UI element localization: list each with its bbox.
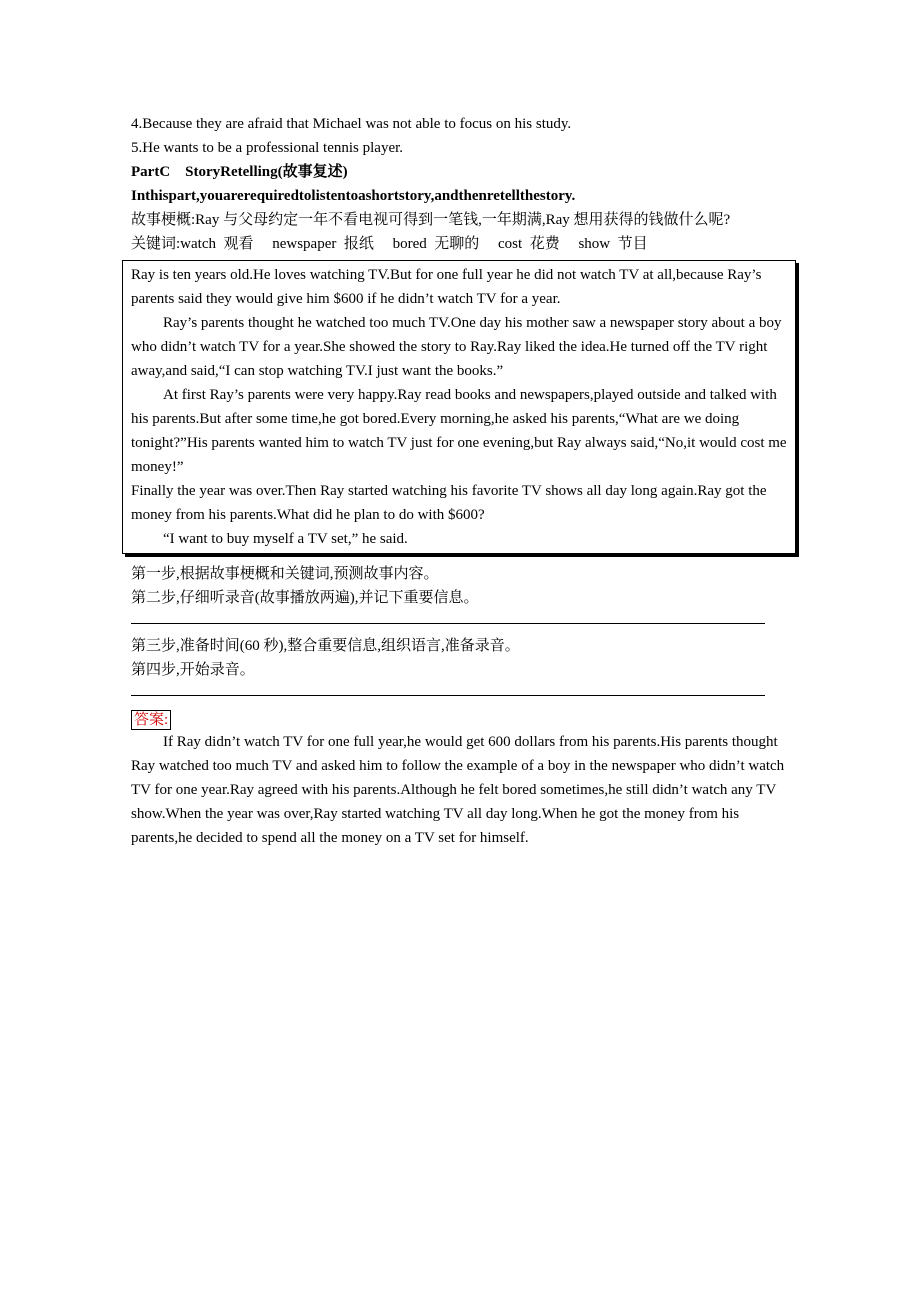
step-3: 第三步,准备时间(60 秒),整合重要信息,组织语言,准备录音。 — [131, 638, 520, 654]
part-c-heading: PartC StoryRetelling(故事复述) — [131, 164, 348, 180]
story-paragraph-5: “I want to buy myself a TV set,” he said. — [163, 531, 408, 547]
story-outline: 故事梗概:Ray 与父母约定一年不看电视可得到一笔钱,一年期满,Ray 想用获得的钱做什么呢? — [131, 212, 731, 228]
story-paragraph-2: Ray’s parents thought he watched too much TV.One day his mother saw a newspaper story about a boy who didn’t watch TV for a year.She showed the story to Ray.Ray liked the idea.He turned off the TV right away,and said,“I can stop watching TV.I just want the books.” — [131, 315, 782, 379]
notes-writing-line — [131, 622, 765, 624]
answer-line-4: 4.Because they are afraid that Michael was not able to focus on his study. — [131, 116, 572, 132]
story-text-box — [122, 260, 796, 554]
document-page — [131, 112, 791, 850]
story-paragraph-3: At first Ray’s parents were very happy.Ray read books and newspapers,played outside and talked with his parents.But after some time,he got bored.Every morning,he asked his parents,“What are we doing tonight?”His parents wanted him to watch TV just for one evening,but Ray always said,“No,it would cost me money!” — [131, 387, 787, 475]
story-paragraph-1: Ray is ten years old.He loves watching TV.But for one full year he did not watch TV at all,because Ray’s parents said they would give him $600 if he didn’t watch TV for a year. — [131, 267, 762, 307]
step-4: 第四步,开始录音。 — [131, 662, 255, 678]
recording-writing-line — [131, 694, 765, 696]
answer-label: 答案: — [131, 710, 171, 730]
answer-line-5: 5.He wants to be a professional tennis player. — [131, 140, 404, 156]
answer-section — [131, 706, 791, 850]
story-paragraph-4: Finally the year was over.Then Ray started watching his favorite TV shows all day long again.Ray got the money from his parents.What did he plan to do with $600? — [131, 483, 767, 523]
part-c-instruction: Inthispart,youarerequiredtolistentoashortstory,andthenretellthestory. — [131, 188, 576, 204]
story-keywords: 关键词:watch 观看 newspaper 报纸 bored 无聊的 cost 花费 show 节目 — [131, 236, 648, 252]
answer-text: If Ray didn’t watch TV for one full year,he would get 600 dollars from his parents.His parents thought Ray watched too much TV and asked him to follow the example of a boy in the newspaper who didn’t watch TV for one year.Ray agreed with his parents.Although he felt bored sometimes,he still didn’t watch any TV show.When the year was over,Ray started watching TV all day long.When he got the money from his parents,he decided to spend all the money on a TV set for himself. — [131, 734, 785, 846]
step-1: 第一步,根据故事梗概和关键词,预测故事内容。 — [131, 566, 439, 582]
step-2: 第二步,仔细听录音(故事播放两遍),并记下重要信息。 — [131, 590, 479, 606]
